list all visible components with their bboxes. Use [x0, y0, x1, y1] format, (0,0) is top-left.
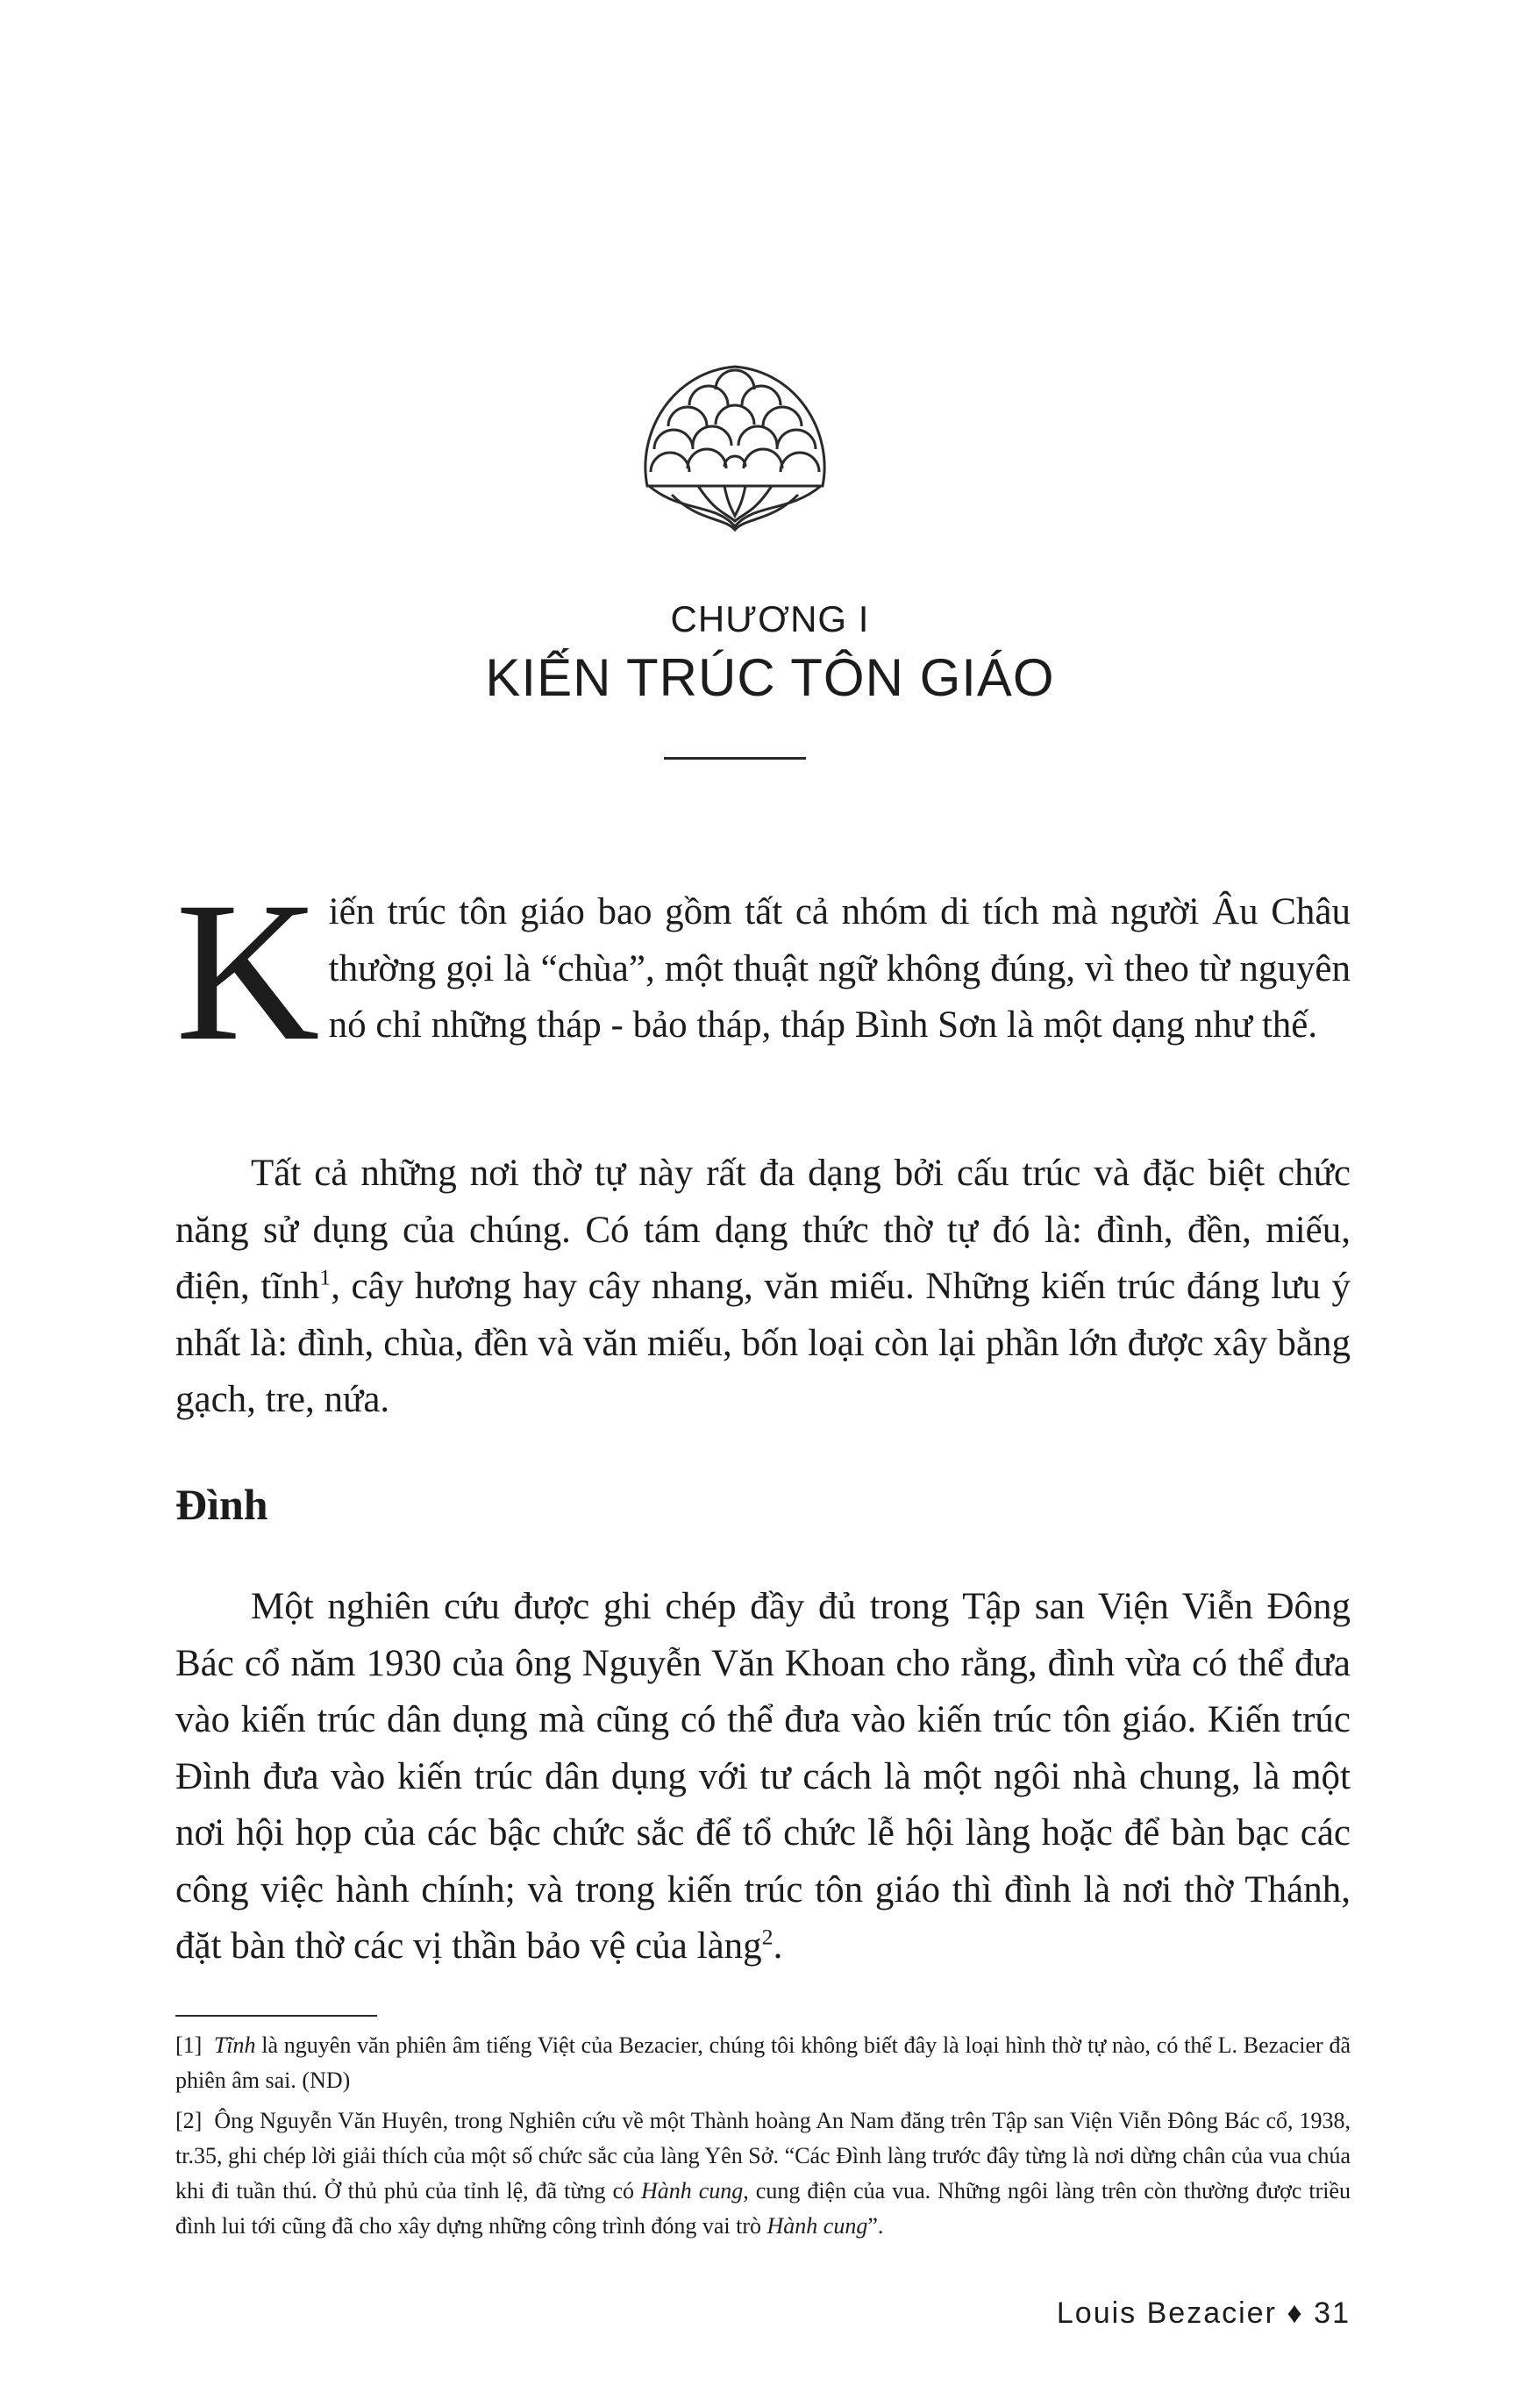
footnote-divider: [175, 2015, 377, 2017]
chapter-label: CHƯƠNG I: [670, 598, 870, 639]
footnote-1-text: là nguyên văn phiên âm tiếng Việt của Bezacier, chúng tôi không biết đây là loại hình thờ tự nào, có thể L. Bezacier đã phiên âm sai. (ND): [175, 2032, 1351, 2093]
paragraph-3-text: Một nghiên cứu được ghi chép đầy đủ trong Tập san Viện Viễn Đông Bác cổ năm 1930 của ông Nguyễn Văn Khoan cho rằng, đình vừa có thể đưa vào kiến trúc dân dụng mà cũng có thể đưa vào kiến trúc tôn giáo. Kiến trúc Đình đưa vào kiến trúc dân dụng với tư cách là một ngôi nhà chung, là một nơi hội họp của các bậc chức sắc để tổ chức lễ hội làng hoặc để bàn bạc các công việc hành chính; và trong kiến trúc tôn giáo thì đình là nơi thờ Thánh, đặt bàn thờ các vị thần bảo vệ của làng: [175, 1586, 1351, 1967]
chapter-title: KIẾN TRÚC TÔN GIÁO: [485, 648, 1055, 707]
footnotes: [175, 2028, 1351, 2249]
footnote-2-term-2: Hành cung: [766, 2213, 868, 2239]
footer-author: Louis Bezacier: [1056, 2296, 1277, 2330]
paragraph-2: [175, 1146, 1351, 1429]
paragraph-3-end: .: [773, 1925, 783, 1967]
paragraph-3: [175, 1579, 1351, 1975]
drop-cap: K: [175, 861, 320, 1082]
footnote-1-term: Tĩnh: [213, 2032, 256, 2058]
section-heading: Đình: [175, 1480, 268, 1529]
page-footer: [1057, 2296, 1351, 2331]
footnote-2-text-c: ”.: [867, 2213, 884, 2239]
footnote-1: [175, 2028, 1351, 2098]
paragraph-2-text-a: Tất cả những nơi thờ tự này rất đa dạng bởi cấu trúc và đặc biệt chức năng sử dụng của chúng. Có tám dạng thức thờ tự đó là: đình, đền, miếu, điện, tĩnh: [175, 1153, 1351, 1307]
paragraph-1: [175, 861, 1351, 1082]
footnote-ref-1[interactable]: 1: [319, 1264, 332, 1290]
footer-separator: ♦: [1287, 2296, 1304, 2330]
page-number: 31: [1314, 2296, 1351, 2330]
footnote-2-text-a: Ông Nguyễn Văn Huyên, trong Nghiên cứu về một Thành hoàng An Nam đăng trên Tập san Viện Viễn Đông Bác cổ, 1938, tr.35, ghi chép lời giải thích của một số chức sắc của làng Yên Sở. “Các Đình làng trước đây từng là nơi dừng chân của vua chúa khi đi tuần thú. Ở thủ phủ của tỉnh lệ, đã từng có: [175, 2108, 1351, 2203]
footnote-ref-2[interactable]: 2: [761, 1924, 774, 1950]
footnote-2-text-b: , cung điện của vua. Những ngôi làng trên còn thường được triều đình lui tới cũng đã cho xây dựng những công trình đóng vai trò: [175, 2178, 1351, 2239]
lotus-ornament-icon: [637, 354, 833, 535]
footnote-1-mark: [1]: [175, 2032, 203, 2058]
paragraph-1-text: iến trúc tôn giáo bao gồm tất cả nhóm di tích mà người Âu Châu thường gọi là “chùa”, một thuật ngữ không đúng, vì theo từ nguyên nó chỉ những tháp - bảo tháp, tháp Bình Sơn là một dạng như thế.: [328, 891, 1351, 1046]
footnote-2-mark: [2]: [175, 2108, 203, 2133]
footnote-2: [175, 2103, 1351, 2244]
paragraph-2-text-b: , cây hương hay cây nhang, văn miếu. Những kiến trúc đáng lưu ý nhất là: đình, chùa, đền và văn miếu, bốn loại còn lại phần lớn được xây bằng gạch, tre, nứa.: [175, 1266, 1351, 1420]
footnote-2-term-1: Hành cung: [640, 2178, 744, 2203]
title-divider: [664, 757, 806, 760]
